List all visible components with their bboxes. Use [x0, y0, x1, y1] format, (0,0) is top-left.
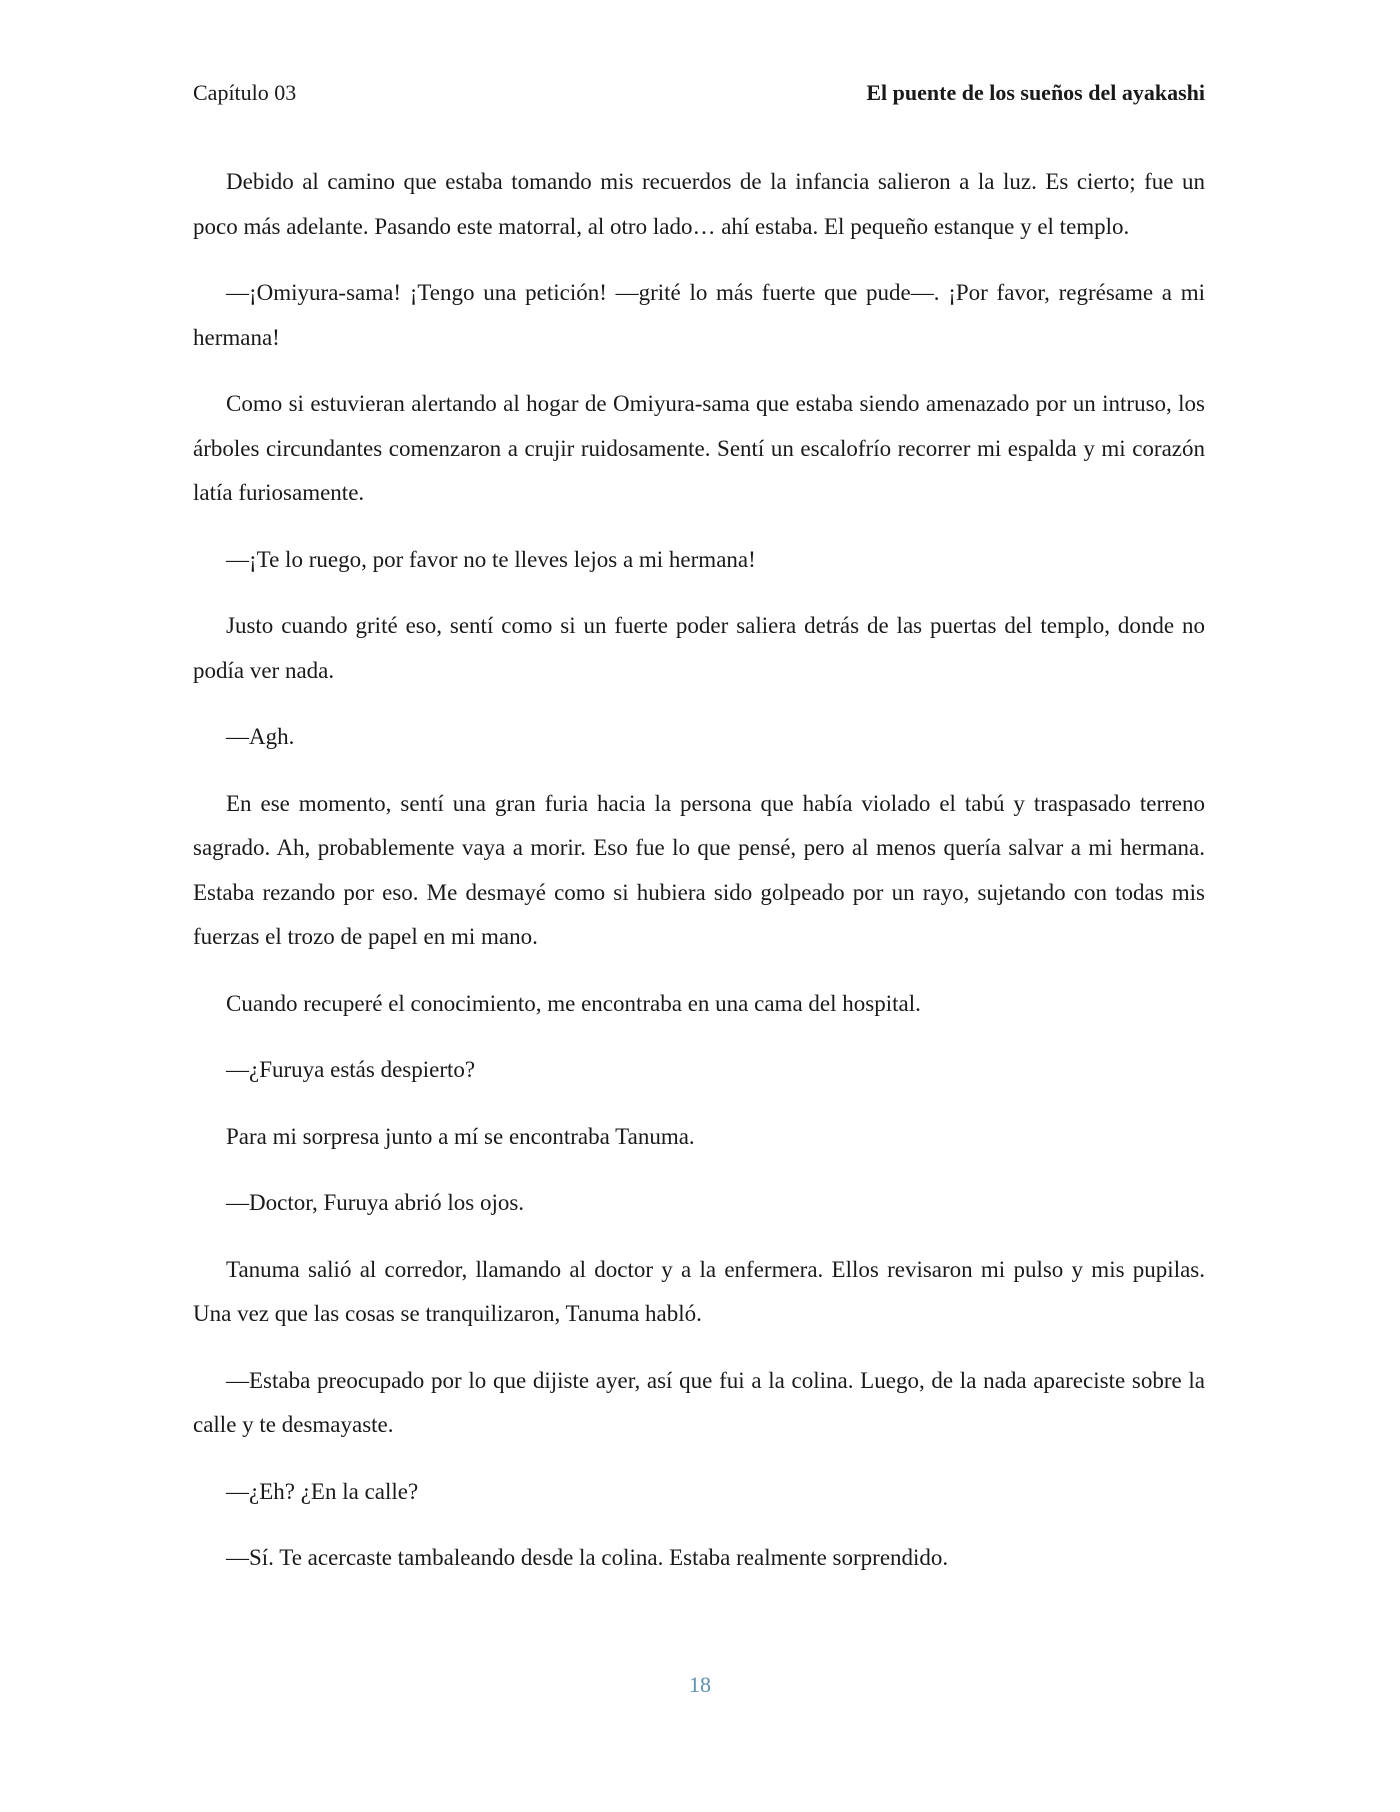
book-title: El puente de los sueños del ayakashi	[866, 80, 1205, 105]
paragraph: —Estaba preocupado por lo que dijiste ayer, así que fui a la colina. Luego, de la nada apareciste sobre la calle y te desmayaste.	[193, 1367, 1205, 1437]
chapter-label: Capítulo 03	[193, 80, 297, 105]
paragraph: Como si estuvieran alertando al hogar de Omiyura-sama que estaba siendo amenazado por un intruso, los árboles circundantes comenzaron a crujir ruidosamente. Sentí un escalofrío recorrer mi espalda y mi corazón latía furiosamente.	[193, 391, 1205, 505]
paragraph: Cuando recuperé el conocimiento, me encontraba en una cama del hospital.	[226, 990, 921, 1016]
paragraph: Justo cuando grité eso, sentí como si un fuerte poder saliera detrás de las puertas del templo, donde no podía ver nada.	[193, 613, 1205, 683]
page-body	[193, 160, 1205, 1603]
paragraph: En ese momento, sentí una gran furia hacia la persona que había violado el tabú y traspasado terreno sagrado. Ah, probablemente vaya a morir. Eso fue lo que pensé, pero al menos quería salvar a mi hermana. Estaba rezando por eso. Me desmayé como si hubiera sido golpeado por un rayo, sujetando con todas mis fuerzas el trozo de papel en mi mano.	[193, 790, 1205, 949]
page-number: 18	[689, 1672, 711, 1697]
paragraph: —¡Te lo ruego, por favor no te lleves lejos a mi hermana!	[226, 546, 756, 572]
paragraph: —¿Eh? ¿En la calle?	[226, 1478, 419, 1504]
page-header	[193, 80, 1205, 106]
paragraph: —Agh.	[226, 724, 295, 749]
paragraph: —Doctor, Furuya abrió los ojos.	[226, 1190, 525, 1215]
paragraph: —Sí. Te acercaste tambaleando desde la colina. Estaba realmente sorprendido.	[226, 1545, 949, 1570]
paragraph: —¿Furuya estás despierto?	[226, 1057, 476, 1082]
paragraph: Debido al camino que estaba tomando mis recuerdos de la infancia salieron a la luz. Es cierto; fue un poco más adelante. Pasando este matorral, al otro lado… ahí estaba. El pequeño estanque y el templo.	[193, 169, 1205, 239]
paragraph: —¡Omiyura-sama! ¡Tengo una petición! —grité lo más fuerte que pude—. ¡Por favor, regrésame a mi hermana!	[193, 280, 1205, 350]
paragraph: Para mi sorpresa junto a mí se encontraba Tanuma.	[226, 1123, 695, 1149]
paragraph: Tanuma salió al corredor, llamando al doctor y a la enfermera. Ellos revisaron mi pulso y mis pupilas. Una vez que las cosas se tranquilizaron, Tanuma habló.	[193, 1256, 1205, 1326]
